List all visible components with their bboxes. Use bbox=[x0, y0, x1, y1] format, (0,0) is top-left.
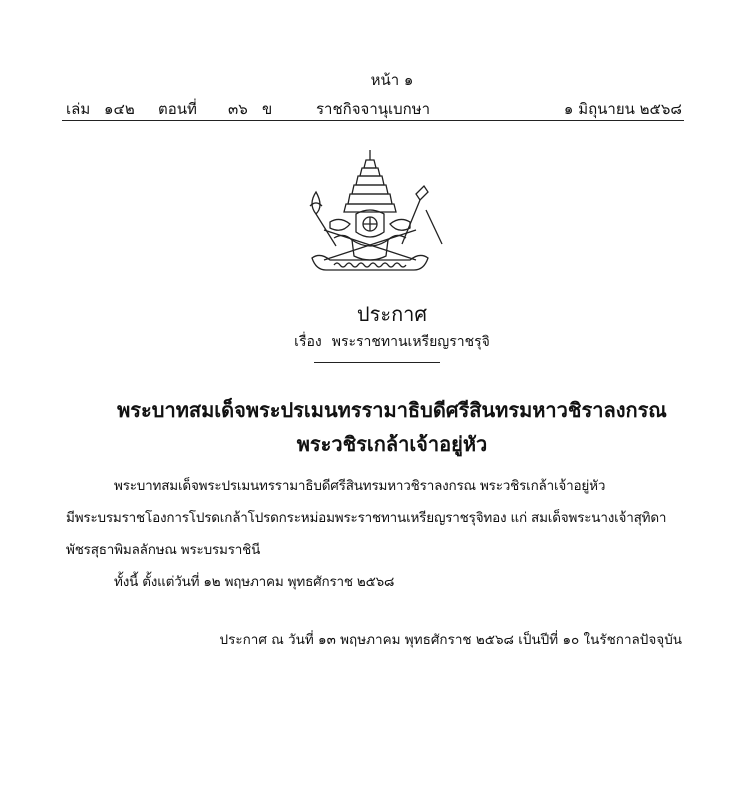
gazette-header bbox=[66, 97, 682, 117]
royal-title-line-2: พระวชิรเกล้าเจ้าอยู่หัว bbox=[296, 432, 488, 456]
body-line-2: มีพระบรมราชโองการโปรดเกล้าโปรดกระหม่อมพระราชทานเหรียญราชรุจิทอง แก่ สมเด็จพระนางเจ้าสุทิดา bbox=[66, 510, 667, 526]
subject-divider bbox=[314, 362, 440, 363]
announcement-type: ประกาศ bbox=[356, 302, 428, 326]
subject-label: เรื่อง bbox=[294, 334, 322, 350]
body-line-4: ทั้งนี้ ตั้งแต่วันที่ ๑๒ พฤษภาคม พุทธศักราช ๒๕๖๘ bbox=[114, 574, 395, 590]
gazette-name: ราชกิจจานุเบกษา bbox=[316, 100, 431, 118]
volume-number: ๑๔๒ bbox=[104, 100, 135, 118]
body-line-3: พัชรสุธาพิมลลักษณ พระบรมราชินี bbox=[66, 542, 261, 558]
publication-date: ๑ มิถุนายน ๒๕๖๘ bbox=[563, 100, 682, 118]
page-number: หน้า ๑ bbox=[370, 71, 414, 89]
header-divider bbox=[62, 120, 684, 121]
issue-number: ๓๖ bbox=[228, 100, 248, 118]
royal-title-line-1: พระบาทสมเด็จพระปรเมนทรรามาธิบดีศรีสินทรมหาวชิราลงกรณ bbox=[117, 398, 667, 422]
royal-emblem-icon bbox=[290, 148, 450, 280]
issue-label: ตอนที่ bbox=[158, 100, 197, 118]
section-letter: ข bbox=[262, 100, 273, 118]
volume-label: เล่ม bbox=[66, 100, 91, 118]
body-line-1: พระบาทสมเด็จพระปรเมนทรรามาธิบดีศรีสินทรมหาวชิราลงกรณ พระวชิรเกล้าเจ้าอยู่หัว bbox=[114, 478, 606, 494]
announcement-subject bbox=[0, 331, 744, 353]
signoff-date: ประกาศ ณ วันที่ ๑๓ พฤษภาคม พุทธศักราช ๒๕๖๘ เป็นปีที่ ๑๐ ในรัชกาลปัจจุบัน bbox=[219, 632, 682, 648]
subject-value: พระราชทานเหรียญราชรุจิ bbox=[331, 334, 490, 350]
